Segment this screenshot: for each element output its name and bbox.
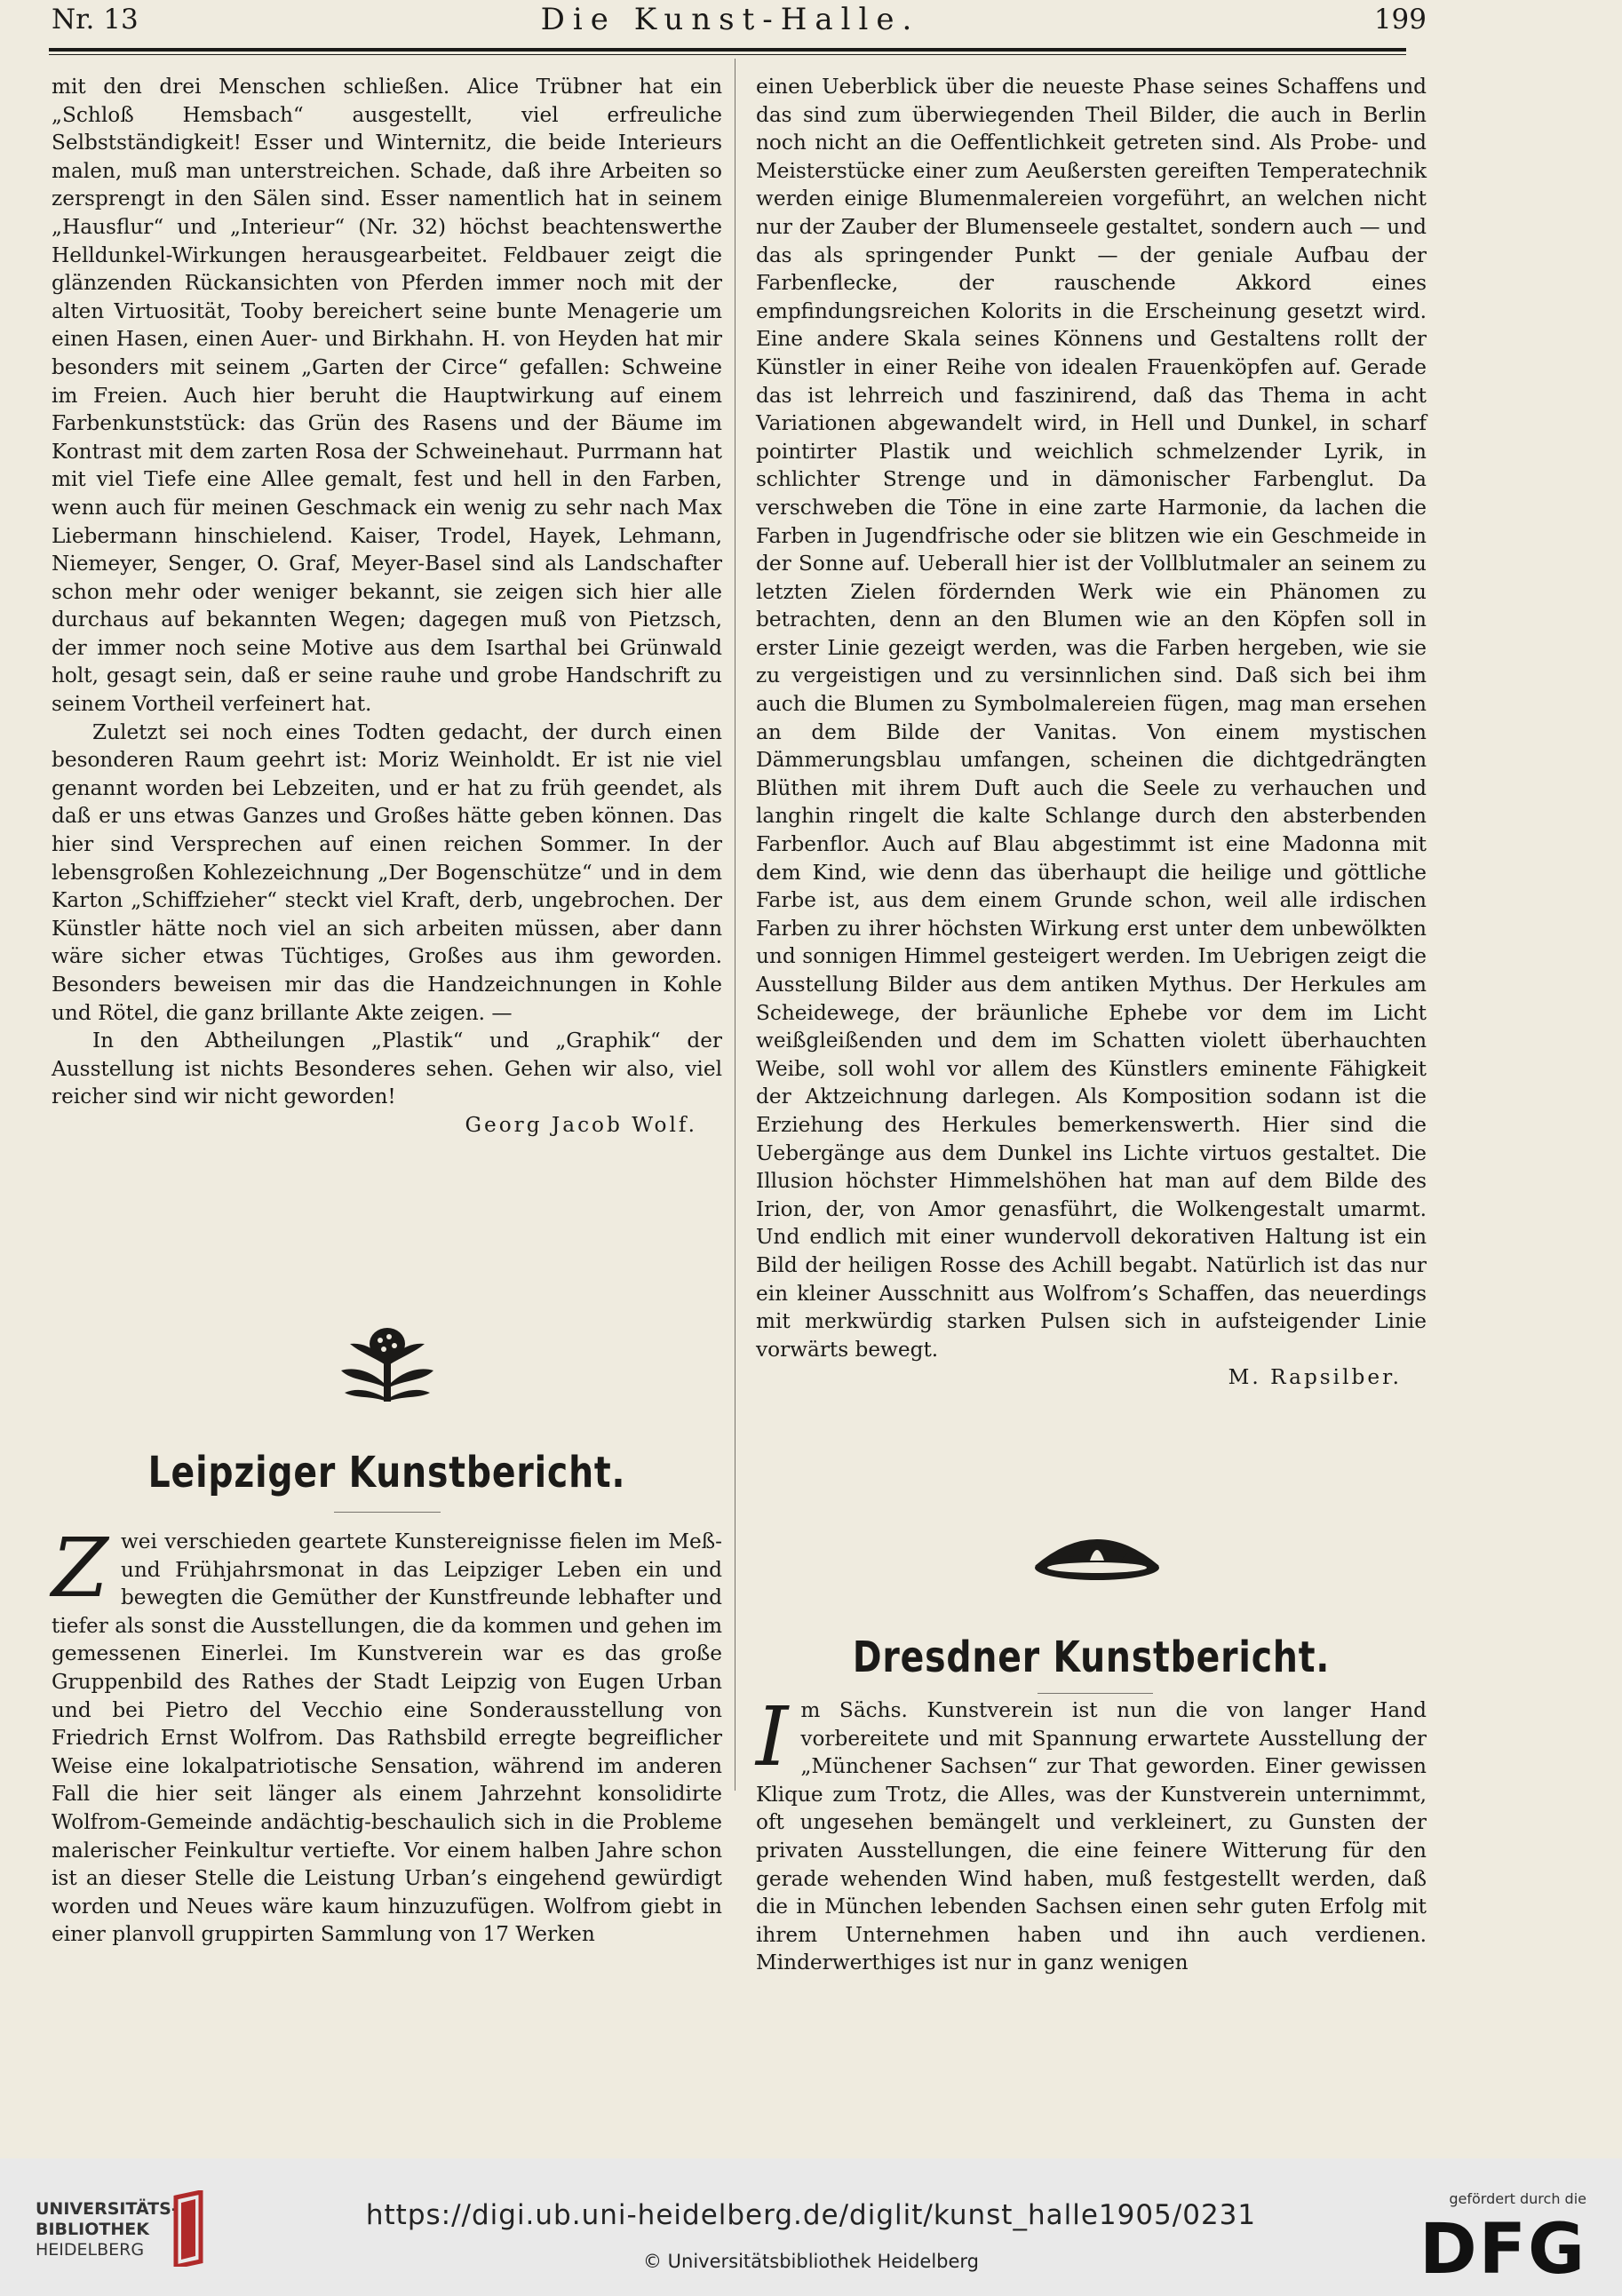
drop-cap: I	[756, 1689, 789, 1784]
running-header	[52, 0, 1427, 44]
dresden-article	[756, 1689, 1427, 1977]
paragraph: In den Abtheilungen „Plastik“ und „Graphik“ der Ausstellung ist nichts Besonderes sehen. Gehen wir also, viel reicher sind wir nicht geworden!	[52, 1029, 722, 1109]
issue-number: Nr. 13	[52, 4, 139, 36]
page-number: 199	[1373, 4, 1427, 36]
paragraph: einen Ueberblick über die neueste Phase seines Schaffens und das sind zum überwiegenden Theil Bilder, die auch in Berlin noch nicht an die Oeffentlichkeit getreten sind. Als Probe- und Meisterstücke einer zum Aeußersten gereiften Temperatechnik werden einige Blumenmalereien vorgeführt, an welchen nicht nur der Zauber der Blumenseele gestaltet, sondern auch — und das als springender Punkt — der geniale Aufbau der Farbenflecke, der rauschende Akkord eines empfindungsreichen Kolorits in die Erscheinung gesetzt wird. Eine andere Skala seines Könnens und Gestaltens rollt der Künstler in einer Reihe von idealen Frauenköpfen auf. Gerade das ist lehrreich und faszinirend, daß das Thema in acht Variationen abgewandelt wird, in Hell und Dunkel, in scharf pointirter Plastik und weichlich schmelzender Lyrik, in schlichter Strenge und in dämonischer Farbenglut. Da verschweben die Töne in eine zarte Harmonie, da lachen die Farben in Jugendfrische oder sie blitzen wie ein Geschmeide in der Sonne auf. Ueberall hier ist der Vollblutmaler an seinem zu letzten Zielen fördernden Werk wie ein Phänomen zu betrachten, denn an den Blumen wie an den Köpfen soll in erster Linie gezeigt werden, was die Farben hergeben, wie sie zu vergeistigen und zu versinnlichen sind. Daß sich bei ihm auch die Blumen zu Symbolmalereien fügen, mag man ersehen an dem Bilde der Vanitas. Von einem mystischen Dämmerungsblau umfangen, scheinen die dichtgedrängten Blüthen mit ihrem Duft auch die Seele zu verhauchen und langhin ringelt die kalte Schlange durch den absterbenden Farbenflor. Auch auf Blau abgestimmt ist eine Madonna mit dem Kind, wie denn das überhaupt die heilige und göttliche Farbe ist, aus dem einem Grunde schon, weil alle irdischen Farben zu ihrer höchsten Wirkung erst unter dem unbewölkten und sonnigen Himmel gesteigert werden. Im Uebrigen zeigt die Ausstellung Bilder aus dem antiken Mythus. Der Herkules am Scheidewege, der bräunliche Ephebe vor dem im Licht weißgleißenden und dem im Schatten violett überhauchten Weibe, soll wohl vor allem des Künstlers eminente Fähigkeit der Aktzeichnung darlegen. Als Komposition sodann ist die Erziehung des Herkules bemerkenswerth. Hier sind die Uebergänge aus dem Dunkel ins Lichte virtuos gestaltet. Die Illusion höchster Himmelshöhen hat man auf dem Bilde des Irion, der, von Amor genasführt, die Wolkengestalt umarmt. Und endlich mit einer wundervoll dekorativen Haltung ist ein Bild der heiligen Rosse des Achill begabt. Natürlich ist das nur ein kleiner Ausschnitt aus Wolfrom’s Schaffen, das neuerdings mit merkwürdig starken Pulsen sich in aufsteigender Linie vorwärts bewegt.	[756, 75, 1427, 1362]
floral-vignette-icon	[334, 1317, 441, 1415]
leipzig-article	[52, 1521, 722, 1949]
paragraph: mit den drei Menschen schließen. Alice Trübner hat ein „Schloß Hemsbach“ ausgestellt, viel erfreuliche Selbstständigkeit! Esser und Winternitz, die beide Interieurs malen, muß man unterstreichen. Schade, daß ihre Arbeiten so zersprengt in den Sälen sind. Esser namentlich hat in seinem „Hausflur“ und „Interieur“ (Nr. 32) höchst beachtenswerthe Helldunkel-Wirkungen herausgearbeitet. Feldbauer zeigt die glänzenden Rückansichten von Pferden immer noch mit der alten Virtuosität, Tooby bereichert seine bunte Menagerie um einen Hasen, einen Auer- und Birkhahn. H. von Heyden hat mir besonders mit seinem „Garten der Circe“ gefallen: Schweine im Freien. Auch hier beruht die Hauptwirkung auf einem Farbenkunststück: das Grün des Rasens und der Bäume im Kontrast mit dem zarten Rosa der Schweinehaut. Purrmann hat mit viel Tiefe eine Allee gemalt, fest und hell in den Farben, wenn auch für meinen Geschmack ein wenig zu sehr nach Max Liebermann hinschielend. Kaiser, Trodel, Hayek, Lehmann, Niemeyer, Senger, O. Graf, Meyer-Basel sind als Landschafter schon mehr oder weniger bekannt, sie zeigen sich hier alle durchaus auf bekannten Wegen; dagegen muß von Pietzsch, der immer noch seine Motive aus dem Isarthal bei Grünwald holt, gesagt sein, daß er seine rauhe und grobe Handschrift zu seinem Vortheil verfeinert hat.	[52, 75, 722, 717]
library-name: UNIVERSITÄTS- BIBLIOTHEK HEIDELBERG	[36, 2199, 179, 2260]
leipzig-text: wei verschieden geartete Kunstereignisse fielen im Meß- und Frühjahrsmonat in das Leipziger Leben ein und bewegten die Gemüther der Kunstfreunde lebhafter und tiefer als sonst die Ausstellungen, die da kommen und gehen im gemessenen Einerlei. Im Kunstverein war es das große Gruppenbild des Rathes der Stadt Leipzig von Eugen Urban und bei Pietro del Vecchio eine Sonderausstellung von Friedrich Ernst Wolfrom. Das Rathsbild erregte begreiflicher Weise eine lokalpatriotische Sensation, während im anderen Fall die hier seit länger als einem Jahrzehnt konsolidirte Wolfrom-Gemeinde andächtig-beschaulich sich in die Probleme malerischer Feinkultur vertiefte. Vor einem halben Jahre schon ist an dieser Stelle die Leistung Urban’s eingehend gewürdigt worden und Neues wäre kaum hinzuzufügen. Wolfrom giebt in einer planvoll gruppirten Sammlung von 17 Werken	[52, 1529, 722, 1947]
left-column-article	[52, 73, 722, 1140]
funding-note: gefördert durch die	[1449, 2190, 1586, 2207]
author-signature: Georg Jacob Wolf.	[465, 1112, 697, 1137]
lotus-vignette-icon	[1026, 1521, 1168, 1585]
title-rule	[1038, 1693, 1153, 1694]
paragraph: Zuletzt sei noch eines Todten gedacht, der durch einen besonderen Raum geehrt ist: Moriz Weinholdt. Er ist nie viel genannt worden bei Lebzeiten, und er hat zu früh geendet, als daß er uns etwas Ganzes und Großes hätte geben können. Das hier sind Versprechen auf einen reichen Sommer. In der lebensgroßen Kohlezeichnung „Der Bogenschütze“ und in dem Karton „Schiffzieher“ steckt viel Kraft, derb, ungebrochen. Der Künstler hätte noch viel an sich arbeiten müssen, aber dann wäre sicher etwas Tüchtiges, Großes aus ihm geworden. Besonders beweisen mir das die Handzeichnungen in Kohle und Rötel, die ganz brillante Akte zeigen. —	[52, 719, 722, 1025]
header-rule	[49, 48, 1406, 52]
drop-cap: Z	[52, 1521, 108, 1616]
leipzig-section-title: Leipziger Kunstbericht.	[147, 1448, 626, 1498]
viewer-footer	[0, 2158, 1622, 2296]
header-rule-thin	[49, 54, 1406, 55]
dresden-section-title: Dresdner Kunstbericht.	[852, 1633, 1331, 1682]
author-signature: M. Rapsilber.	[1228, 1365, 1402, 1390]
copyright-notice: © Universitätsbibliothek Heidelberg	[642, 2251, 979, 2272]
journal-title: Die Kunst-Halle.	[540, 2, 920, 37]
permalink-url[interactable]: https://digi.ub.uni-heidelberg.de/diglit/kunst_halle1905/0231	[365, 2199, 1257, 2231]
dresden-text: m Sächs. Kunstverein ist nun die von langer Hand vorbereitete und mit Spannung erwartete Ausstellung der „Münchener Sachsen“ zur That geworden. Einer gewissen Klique zum Trotz, die Alles, was der Kunstverein unternimmt, oft ungesehen bemängelt und verkleinert, zu Gunsten der privaten Ausstellungen, die eine feinere Witterung für den gerade wehenden Wind haben, muß festgestellt werden, daß die in München lebenden Sachsen einen sehr guten Erfolg mit ihrem Unternehmen haben und ihn auch verdienen. Minderwerthiges ist nur in ganz wenigen	[756, 1698, 1427, 1975]
right-column-article	[756, 73, 1427, 1392]
dfg-logo: DFG	[1419, 2210, 1586, 2290]
title-rule	[334, 1512, 441, 1513]
